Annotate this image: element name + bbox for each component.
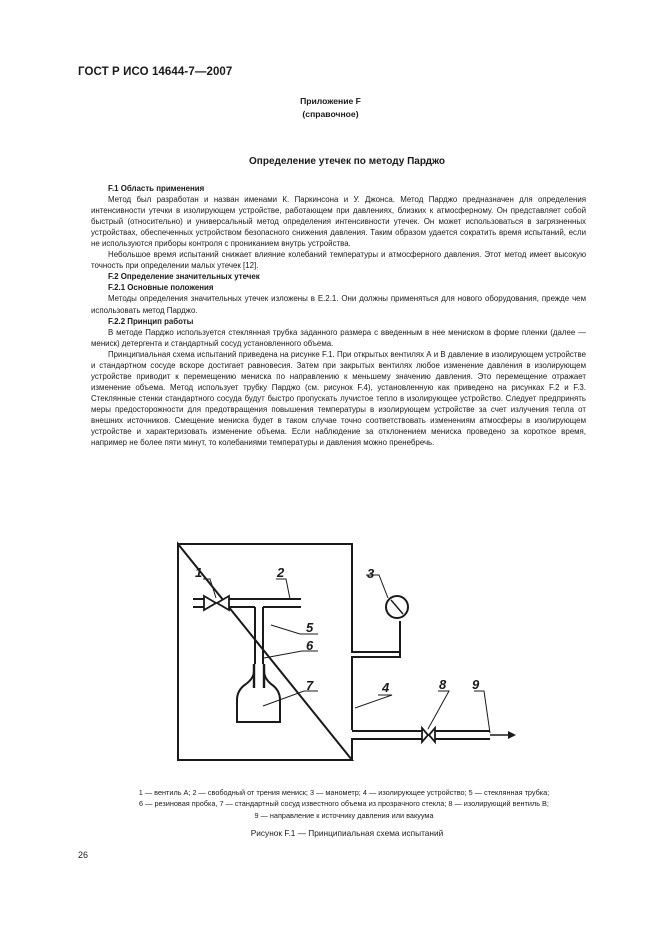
section-heading: F.1 Область применения xyxy=(108,184,205,193)
arrow-head xyxy=(508,731,516,739)
figure-label-7: 7 xyxy=(306,678,314,693)
figure-label-3: 3 xyxy=(367,566,375,581)
standard-vessel xyxy=(237,671,280,722)
page-number: 26 xyxy=(78,850,89,860)
legend-line: 6 — резиновая пробка, 7 — стандартный сосуд известного объема из прозрачного стекла; 8 — изолирующий вентиль В; xyxy=(139,799,549,809)
figure-label-9: 9 xyxy=(472,677,480,692)
rubber-stopper xyxy=(254,664,264,688)
page-title: Определение утечек по методу Парджо xyxy=(249,156,445,167)
figure-label-8: 8 xyxy=(439,677,447,692)
annex-note: (справочное) xyxy=(302,109,359,119)
figure-label-6: 6 xyxy=(306,638,314,653)
paragraph: Принципиальная схема испытаний приведена на рисунке F.1. При открытых вентилях А и В давление в изолирующем устройстве и стандартном сосуде вскоре достигает равновесия. Затем при закрытых вентилях любое изменение давления в изолирующем устройстве приводит к перемещению мениска по направлению к меньшему значению давления. Это перемещение отражает изменение объема. Метод использует трубку Парджо (см. рисунок F.4), установленную как приведено на рисунках F.2 и F.3. Стеклянные стенки стандартного сосуда будут быстро пропускать лучистое тепло в изолирующее устройство. Следует предпринять меры предосторожности для предотвращения повышения температуры в изолирующем устройстве за счет излучения тепла от внешних источников. Смещение мениска будет в таком случае точно соответствовать изменениям атмосферы в изолирующем устройстве и характеризовать изменение объема. Если наблюдение за отклонением мениска проведено за короткое время, например не более пяти минут, то колебаниями температуры и давления можно пренебречь. xyxy=(91,349,586,448)
paragraph: Метод был разработан и назван именами К. Паркинсона и У. Джонса. Метод Парджо предназначен для определения интенсивности утечки в изолирующем устройстве, работающем при давлениях, близких к атмосферному. Он представляет собой быстрый (относительно) и универсальный метод определения интенсивности утечек. Он может использоваться в загрязненных устройствах, обеспеченных устройством безопасного снижения давления. Таким образом удается сократить время испытаний, если не используются приборы контроля с прониканием внутрь устройства. xyxy=(91,195,586,249)
figure-caption: Рисунок F.1 — Принципиальная схема испытаний xyxy=(250,828,444,838)
figure-label-5: 5 xyxy=(306,620,314,635)
legend-line: 9 — направление к источнику давления или вакуума xyxy=(254,810,434,820)
section-heading: F.2.1 Основные положения xyxy=(108,283,214,293)
valve-a xyxy=(204,596,229,610)
paragraph: Небольшое время испытаний снижает влияние колебаний температуры и атмосферного давления. Этот метод имеет высокую точность при определении малых утечек [12]. xyxy=(91,250,586,271)
document-header: ГОСТ Р ИСО 14644-7—2007 xyxy=(78,66,233,78)
figure-label-2: 2 xyxy=(277,565,285,580)
paragraph: В методе Парджо используется стеклянная трубка заданного размера с введенным в нее мениском в форме пленки (далее — мениск) детергента и стандартный сосуд установленного объема. xyxy=(91,327,586,348)
section-heading: F.2.2 Принцип работы xyxy=(108,316,194,326)
valve-b xyxy=(422,728,435,742)
outlet-pipe xyxy=(352,731,490,739)
figure-legend xyxy=(91,787,597,821)
paragraph: Методы определения значительных утечек изложены в Е.2.1. Они должны применяться для нового оборудования, прежде чем использовать метод Парджо. xyxy=(91,294,586,315)
glass-tube xyxy=(255,607,263,664)
figure-label-4: 4 xyxy=(382,680,390,695)
legend-line: 1 — вентиль А; 2 — свободный от трения мениск; 3 — манометр; 4 — изолирующее устройство; 5 — стеклянная трубка; xyxy=(138,788,550,797)
figure-label-1: 1 xyxy=(195,565,203,580)
section-heading: F.2 Определение значительных утечек xyxy=(108,272,260,282)
annex-title: Приложение F xyxy=(300,96,361,106)
